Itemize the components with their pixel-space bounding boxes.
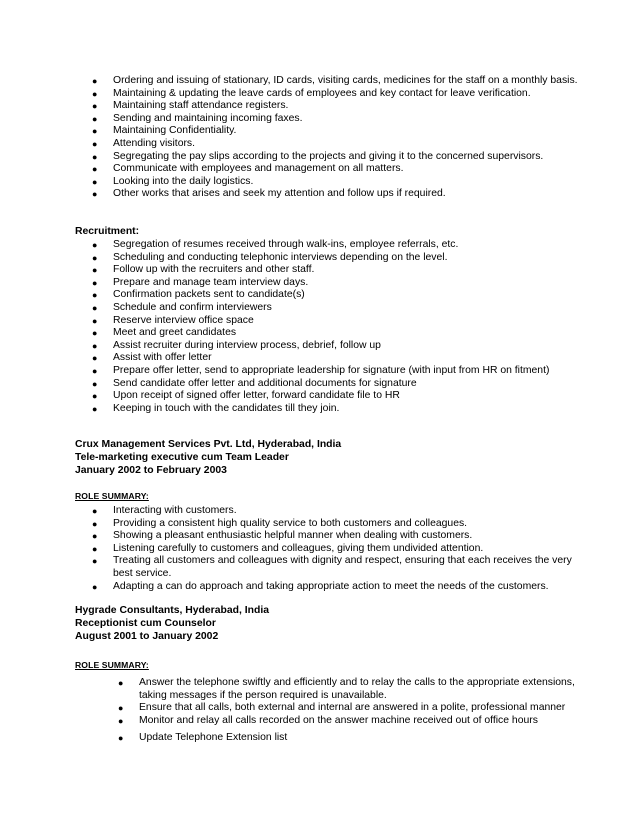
list-item: ● Reserve interview office space: [92, 314, 254, 326]
list-item: ● Segregating the pay slips according to the projects and giving it to the concerned supervisors.: [92, 150, 544, 162]
bullet-icon: ●: [92, 164, 98, 175]
list-item: ● Prepare offer letter, send to appropriate leadership for signature (with input from HR on fitment): [92, 364, 550, 376]
bullet-icon: ●: [92, 290, 98, 301]
bullet-icon: ●: [92, 277, 98, 288]
list-item: ● Listening carefully to customers and colleagues, giving them undivided attention.: [92, 542, 484, 554]
job-dates: January 2002 to February 2003: [75, 464, 227, 476]
bullet-icon: ●: [92, 378, 98, 389]
bullet-icon: ●: [92, 126, 98, 137]
list-item: ● Interacting with customers.: [92, 505, 237, 516]
list-item: ● Meet and greet candidates: [92, 327, 237, 339]
bullet-icon: ●: [92, 113, 98, 124]
job-title: Tele-marketing executive cum Team Leader: [75, 451, 289, 463]
list-item: ● Confirmation packets sent to candidate(s): [92, 289, 305, 301]
list-item: ● Assist recruiter during interview process, debrief, follow up: [92, 339, 381, 351]
list-item: ● Other works that arises and seek my attention and follow ups if required.: [92, 188, 446, 200]
recruitment-heading: Recruitment:: [75, 226, 140, 237]
list-item: ● Keeping in touch with the candidates till they join.: [92, 402, 340, 414]
job-title: Receptionist cum Counselor: [75, 617, 216, 629]
bullet-icon: ●: [92, 506, 98, 516]
list-item: ● Adapting a can do approach and taking appropriate action to meet the needs of the customers.: [92, 580, 549, 592]
bullet-icon: ●: [92, 176, 98, 187]
duties-list: [92, 75, 583, 201]
list-item: ● Segregation of resumes received through walk-ins, employee referrals, etc.: [92, 239, 459, 250]
list-item: ● Follow up with the recruiters and other staff.: [92, 264, 315, 276]
role-summary-heading: ROLE SUMMARY:: [75, 491, 149, 501]
list-item: ● Showing a pleasant enthusiastic helpful manner when dealing with customers.: [92, 530, 473, 542]
job-dates: August 2001 to January 2002: [75, 630, 219, 642]
recruitment-list: [92, 239, 583, 415]
bullet-icon: ●: [92, 340, 98, 351]
bullet-icon: ●: [92, 138, 98, 149]
hygrade-job-header: [75, 605, 269, 643]
bullet-icon: ●: [118, 703, 124, 714]
list-item: ● Maintaining staff attendance registers.: [92, 100, 289, 112]
list-item: ● Communicate with employees and management on all matters.: [92, 163, 404, 175]
list-item: ● Answer the telephone swiftly and efficiently and to relay the calls to the appropriate extensions, taking messages if the person required is unavailable.: [118, 677, 575, 701]
bullet-icon: ●: [92, 88, 98, 99]
list-item: ● Ordering and issuing of stationary, ID cards, visiting cards, medicines for the staff on a monthly basis.: [92, 75, 578, 86]
bullet-icon: ●: [92, 302, 98, 313]
list-item: ● Prepare and manage team interview days.: [92, 276, 309, 288]
list-item: ● Scheduling and conducting telephonic interviews depending on the level.: [92, 251, 448, 263]
bullet-icon: ●: [92, 101, 98, 112]
list-item: ● Maintaining & updating the leave cards of employees and key contact for leave verification.: [92, 87, 531, 99]
list-item: ● Upon receipt of signed offer letter, forward candidate file to HR: [92, 390, 400, 402]
list-item: ● Sending and maintaining incoming faxes.: [92, 112, 303, 124]
crux-duties-list: [92, 505, 583, 593]
bullet-icon: ●: [92, 543, 98, 554]
bullet-icon: ●: [92, 353, 98, 364]
bullet-icon: ●: [92, 556, 98, 567]
bullet-icon: ●: [92, 240, 98, 250]
bullet-icon: ●: [92, 328, 98, 339]
bullet-icon: ●: [118, 715, 124, 726]
bullet-icon: ●: [92, 403, 98, 414]
bullet-icon: ●: [92, 189, 98, 200]
bullet-icon: ●: [92, 391, 98, 402]
list-item: ● Maintaining Confidentiality.: [92, 125, 237, 137]
list-item: ● Ensure that all calls, both external and internal are answered in a polite, professional manner: [118, 702, 566, 714]
bullet-icon: ●: [92, 265, 98, 276]
list-item: ● Update Telephone Extension list: [118, 732, 288, 744]
bullet-icon: ●: [92, 531, 98, 542]
bullet-icon: ●: [92, 252, 98, 263]
crux-job-header: [75, 439, 341, 477]
company-name: Hygrade Consultants, Hyderabad, India: [75, 605, 269, 616]
list-item: ● Providing a consistent high quality service to both customers and colleagues.: [92, 517, 468, 529]
bullet-icon: ●: [92, 151, 98, 162]
list-item: ● Treating all customers and colleagues with dignity and respect, ensuring that each receives the very best service.: [92, 555, 572, 579]
bullet-icon: ●: [118, 678, 124, 688]
bullet-icon: ●: [92, 518, 98, 529]
list-item: ● Monitor and relay all calls recorded on the answer machine received out of office hours: [118, 714, 538, 726]
list-item: ● Assist with offer letter: [92, 352, 212, 364]
bullet-icon: ●: [92, 581, 98, 592]
list-item: ● Attending visitors.: [92, 137, 196, 149]
hygrade-duties-list: [118, 677, 579, 745]
list-item: ● Send candidate offer letter and additional documents for signature: [92, 377, 417, 389]
company-name: Crux Management Services Pvt. Ltd, Hyderabad, India: [75, 439, 342, 450]
bullet-icon: ●: [118, 733, 124, 744]
bullet-icon: ●: [92, 365, 98, 376]
role-summary-heading: ROLE SUMMARY:: [75, 660, 149, 670]
list-item: ● Looking into the daily logistics.: [92, 175, 254, 187]
bullet-icon: ●: [92, 315, 98, 326]
bullet-icon: ●: [92, 76, 98, 86]
list-item: ● Schedule and confirm interviewers: [92, 301, 272, 313]
